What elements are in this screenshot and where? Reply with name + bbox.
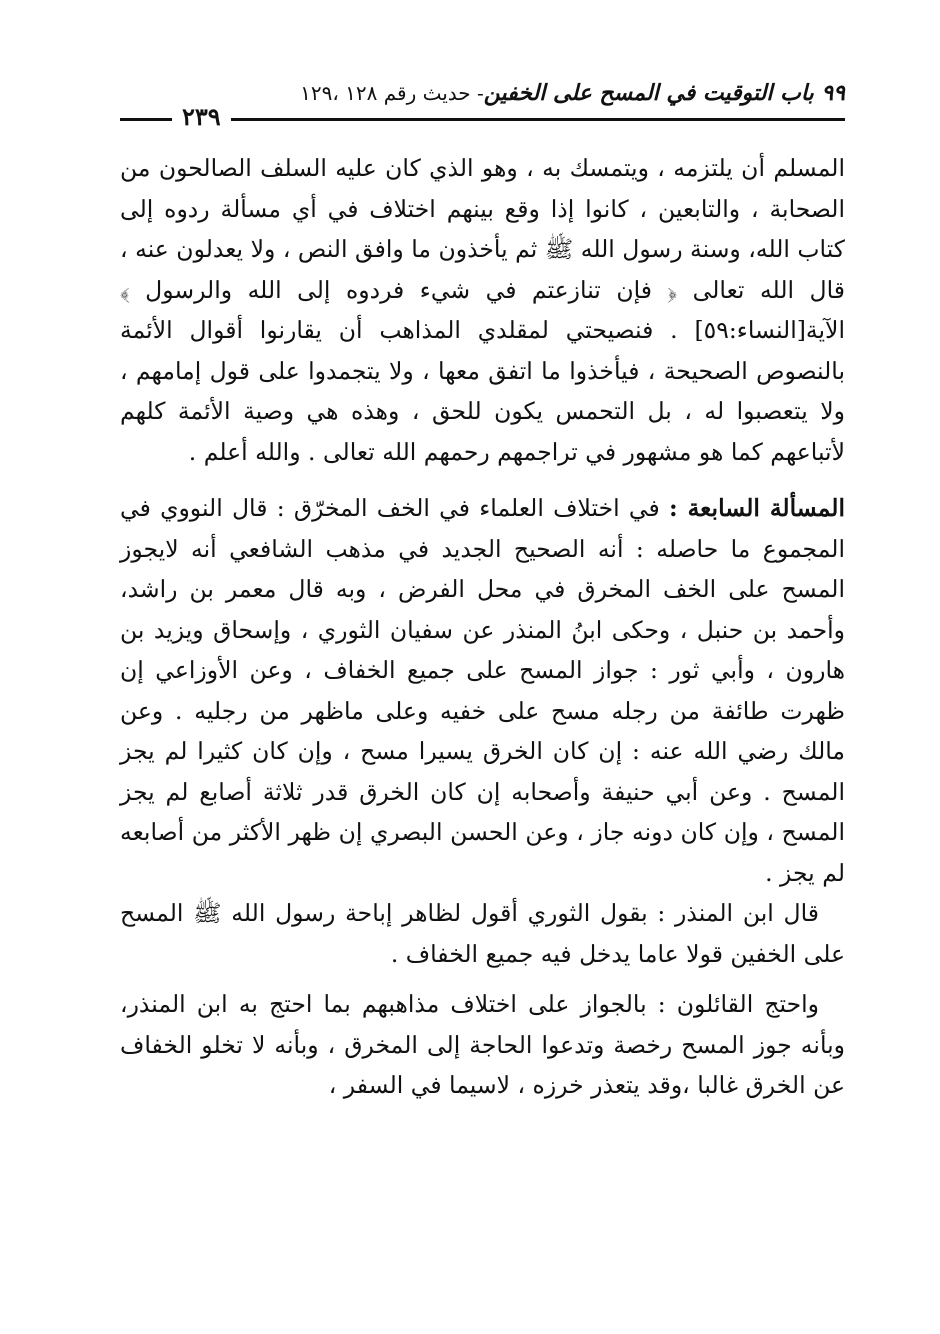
paragraph-ibn-almundhir [120, 893, 845, 974]
body-text [120, 148, 845, 1106]
paragraph-issue-seven [120, 488, 845, 893]
issue-heading: المسألة السابعة : [668, 494, 845, 522]
paragraph-text: في اختلاف العلماء في الخف المخرّق : قال النووي في المجموع ما حاصله : أنه الصحيح الجديد في مذهب الشافعي أنه لايجوز المسح على الخف المخرق في محل الفرض ، وبه قال معمر بن راشد، وأحمد بن حنبل ، وحكى ابنُ المنذر عن سفيان الثوري ، وإسحاق ويزيد بن هارون ، وأبي ثور : جواز المسح على جميع الخفاف ، وعن الأوزاعي إن ظهرت طائفة من رجله مسح على خفيه وعلى ماظهر من رجليه . وعن مالك رضي الله عنه : إن كان الخرق يسيرا مسح ، وإن كان كثيرا لم يجز المسح . وعن أبي حنيفة وأصحابه إن كان الخرق قدر ثلاثة أصابع لم يجز المسح ، وإن كان دونه جاز ، وعن الحسن البصري إن ظهر الأكثر من أصابعه لم يجز . [120, 494, 845, 887]
paragraph-text: قال ابن المنذر : بقول الثوري أقول لظاهر إباحة رسول الله ﷺ المسح على الخفين قولا عاما يدخل فيه جميع الخفاف . [120, 899, 845, 968]
paragraph-text: المسلم أن يلتزمه ، ويتمسك به ، وهو الذي كان عليه السلف الصالحون من الصحابة ، والتابعين ، كانوا إذا وقع بينهم اختلاف في أي مسألة ردوه إلى كتاب الله، وسنة رسول الله ﷺ ثم يأخذون ما وافق النص ، ولا يعدلون عنه ، قال الله تعالى ﴿ فإن تنازعتم في شيء فردوه إلى الله والرسول ﴾الآية[النساء:٥٩] . فنصيحتي لمقلدي المذاهب أن يقارنوا أقوال الأئمة بالنصوص الصحيحة ، فيأخذوا ما اتفق معها ، ولا يتجمدوا على قول إمامهم ، ولا يتعصبوا له ، بل التحمس يكون للحق ، وهذه هي وصية الأئمة كلهم لأتباعهم كما هو مشهور في تراجمهم رحمهم الله تعالى . والله أعلم . [120, 154, 845, 466]
paragraph-intro [120, 148, 845, 472]
page-number: ٢٣٩ [172, 102, 231, 132]
chapter-title: ٩٩ باب التوقيت في المسح على الخفين [483, 80, 845, 106]
paragraph-argument [120, 984, 845, 1106]
paragraph-text: واحتج القائلون : بالجواز على اختلاف مذاهبهم بما احتج به ابن المنذر، وبأنه جوز المسح رخصة وتدعوا الحاجة إلى المخرق ، وبأنه لا تخلو الخفاف عن الخرق غالبا ،وقد يتعذر خرزه ، لاسيما في السفر ، [120, 990, 845, 1099]
header-title [300, 80, 845, 106]
hadith-numbers: - حديث رقم ١٢٨ ،١٢٩ [300, 81, 484, 105]
running-header [120, 80, 845, 140]
